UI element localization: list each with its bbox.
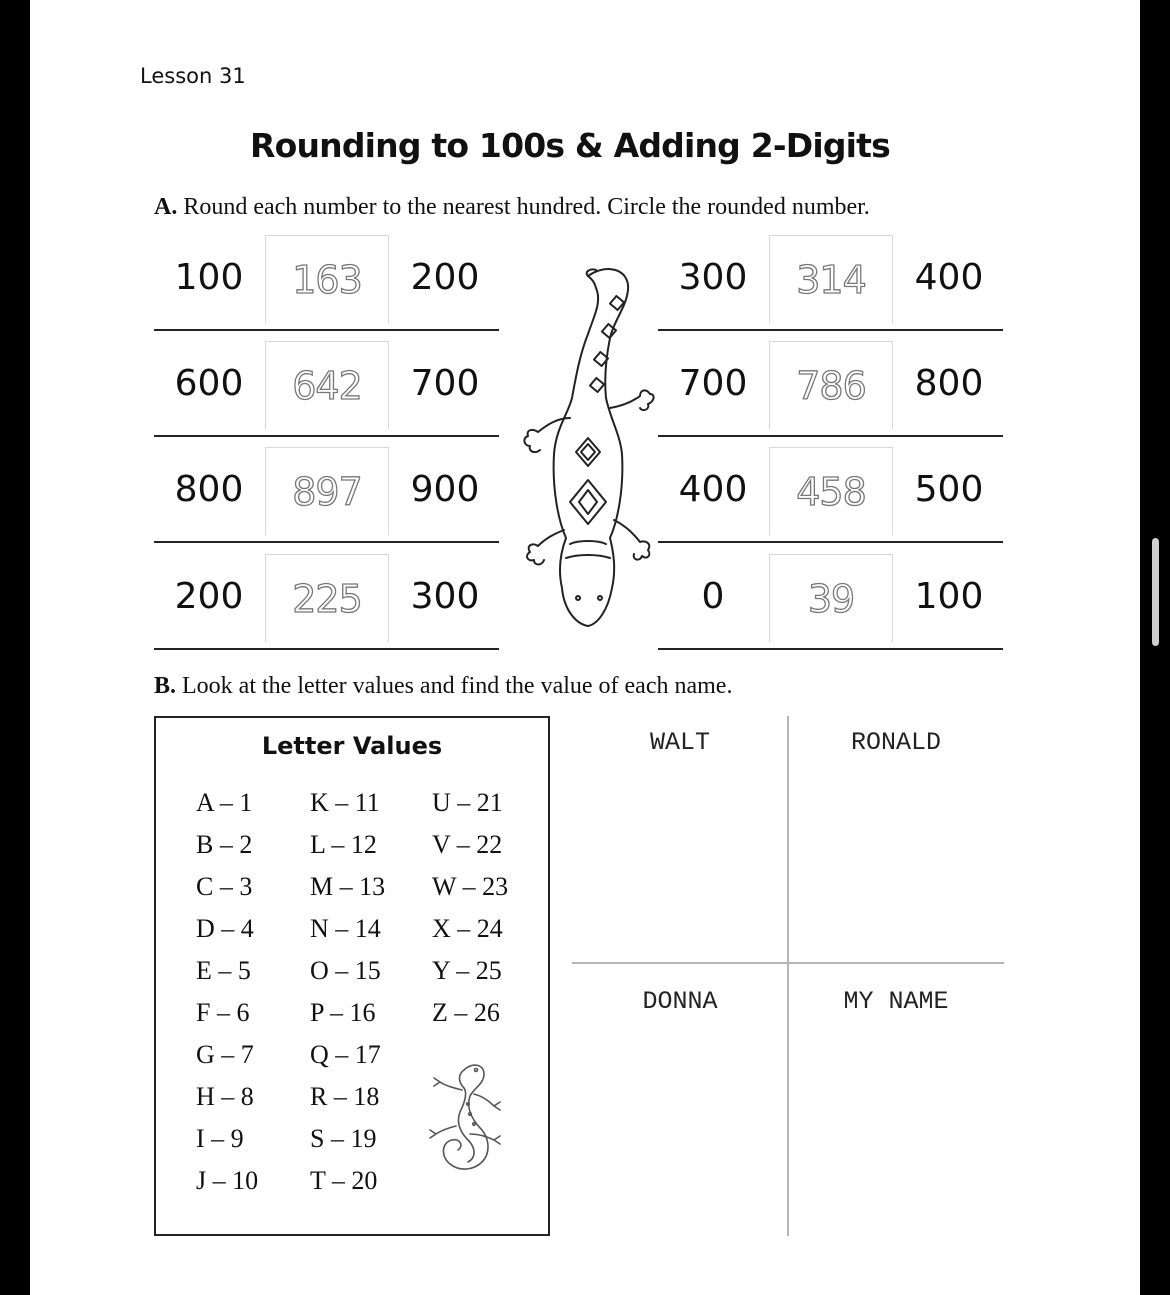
- row-divider: [154, 648, 499, 650]
- letter-value: O – 15: [310, 956, 381, 985]
- row-divider: [658, 435, 1003, 437]
- number-to-round: 458: [796, 470, 866, 514]
- lower-hundred[interactable]: 0: [701, 576, 725, 617]
- number-box: [769, 235, 893, 323]
- upper-hundred[interactable]: 300: [410, 576, 480, 617]
- letter-value: R – 18: [310, 1082, 380, 1111]
- letter-value: W – 23: [432, 872, 509, 901]
- part-b-label: B.: [154, 673, 177, 699]
- upper-hundred[interactable]: 700: [410, 363, 480, 404]
- letter-value: M – 13: [310, 872, 386, 901]
- row-divider: [658, 648, 1003, 650]
- letter-value: J – 10: [196, 1166, 259, 1195]
- letter-values-title: Letter Values: [261, 732, 443, 760]
- rounding-row: [154, 447, 499, 543]
- part-b-instruction: [154, 673, 732, 700]
- gecko-illustration: [424, 1060, 516, 1188]
- number-box: [769, 447, 893, 535]
- number-to-round: 225: [292, 577, 362, 621]
- number-to-round: 314: [796, 258, 866, 302]
- letter-value: L – 12: [310, 830, 377, 859]
- rounding-row: [658, 554, 1003, 650]
- letter-value: D – 4: [196, 914, 254, 943]
- letter-value: P – 16: [310, 998, 376, 1027]
- row-divider: [658, 329, 1003, 331]
- name-donna: DONNA: [642, 987, 718, 1016]
- part-b-text: Look at the letter values and find the value of each name.: [182, 673, 733, 699]
- letter-value: N – 14: [310, 914, 381, 943]
- letter-value: G – 7: [196, 1040, 254, 1069]
- lower-hundred[interactable]: 600: [174, 363, 244, 404]
- lower-hundred[interactable]: 700: [678, 363, 748, 404]
- letter-value: I – 9: [196, 1124, 244, 1153]
- lesson-label: Lesson 31: [140, 64, 246, 88]
- scrollbar-thumb[interactable]: [1152, 538, 1159, 646]
- letter-value: B – 2: [196, 830, 253, 859]
- name-ronald: RONALD: [850, 728, 941, 757]
- rounding-row: [154, 341, 499, 437]
- upper-hundred[interactable]: 100: [914, 576, 984, 617]
- letter-value: C – 3: [196, 872, 253, 901]
- upper-hundred[interactable]: 900: [410, 469, 480, 510]
- letter-value: X – 24: [432, 914, 503, 943]
- number-box: [265, 341, 389, 429]
- number-box: [769, 341, 893, 429]
- letter-value: S – 19: [310, 1124, 377, 1153]
- number-to-round: 163: [292, 258, 362, 302]
- letter-value: V – 22: [432, 830, 503, 859]
- letter-value: Y – 25: [432, 956, 502, 985]
- letter-value: E – 5: [196, 956, 251, 985]
- rounding-row: [154, 554, 499, 650]
- upper-hundred[interactable]: 500: [914, 469, 984, 510]
- part-a-instruction: [154, 194, 870, 221]
- row-divider: [658, 541, 1003, 543]
- name-walt: WALT: [649, 728, 710, 757]
- lizard-illustration: [518, 258, 658, 634]
- rounding-row: [154, 235, 499, 331]
- row-divider: [154, 541, 499, 543]
- row-divider: [154, 435, 499, 437]
- number-box: [265, 554, 389, 642]
- letter-value: Q – 17: [310, 1040, 381, 1069]
- rounding-row: [658, 447, 1003, 543]
- name-my-name: MY NAME: [843, 987, 949, 1016]
- upper-hundred[interactable]: 200: [410, 257, 480, 298]
- rounding-row: [658, 235, 1003, 331]
- upper-hundred[interactable]: 400: [914, 257, 984, 298]
- page-title: Rounding to 100s & Adding 2-Digits: [249, 126, 891, 165]
- lower-hundred[interactable]: 800: [174, 469, 244, 510]
- number-box: [265, 235, 389, 323]
- part-a-label: A.: [154, 194, 178, 220]
- lower-hundred[interactable]: 200: [174, 576, 244, 617]
- rounding-row: [658, 341, 1003, 437]
- number-to-round: 786: [796, 364, 866, 408]
- lower-hundred[interactable]: 100: [174, 257, 244, 298]
- number-to-round: 897: [292, 470, 362, 514]
- number-to-round: 39: [807, 577, 855, 621]
- letter-value: K – 11: [310, 788, 380, 817]
- upper-hundred[interactable]: 800: [914, 363, 984, 404]
- letter-value: A – 1: [196, 788, 253, 817]
- row-divider: [154, 329, 499, 331]
- letter-value: H – 8: [196, 1082, 254, 1111]
- number-box: [769, 554, 893, 642]
- name-grid-vertical-line: [787, 716, 789, 1236]
- lower-hundred[interactable]: 400: [678, 469, 748, 510]
- letter-value: U – 21: [432, 788, 503, 817]
- number-to-round: 642: [292, 364, 362, 408]
- part-a-text: Round each number to the nearest hundred. Circle the rounded number.: [183, 194, 870, 220]
- number-box: [265, 447, 389, 535]
- letter-value: Z – 26: [432, 998, 500, 1027]
- letter-value: F – 6: [196, 998, 250, 1027]
- name-grid-horizontal-line: [572, 962, 1004, 964]
- letter-value: T – 20: [310, 1166, 378, 1195]
- lower-hundred[interactable]: 300: [678, 257, 748, 298]
- letter-values-table: [154, 716, 550, 1236]
- worksheet-page: [30, 0, 1140, 1295]
